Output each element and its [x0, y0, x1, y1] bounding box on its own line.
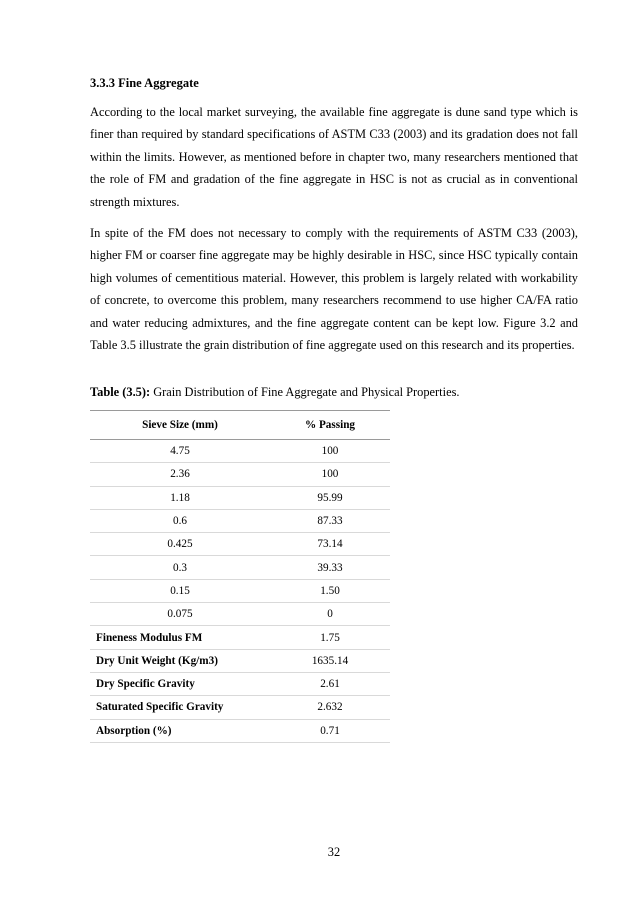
- sieve-size-cell: 0.6: [90, 509, 270, 532]
- table-row: [90, 579, 390, 602]
- property-value-cell: 2.61: [270, 672, 390, 695]
- sieve-size-cell: 0.15: [90, 579, 270, 602]
- property-row: [90, 719, 390, 742]
- table-caption-label: Table (3.5):: [90, 385, 151, 399]
- paragraph-2: In spite of the FM does not necessary to comply with the requirements of ASTM C33 (2003), higher FM or coarser fine aggregate may be highly desirable in HSC, since HSC typically contain high volumes of cementitious material. However, this problem is largely related with workability of concrete, to overcome this problem, many researchers recommend to use higher CA/FA ratio and water reducing admixtures, and the fine aggregate content can be kept low. Figure 3.2 and Table 3.5 illustrate the grain distribution of fine aggregate used on this research and its properties.: [90, 226, 578, 353]
- page-number: 32: [327, 845, 341, 859]
- table-caption-text: Grain Distribution of Fine Aggregate and Physical Properties.: [150, 385, 460, 399]
- paragraph-1: According to the local market surveying, the available fine aggregate is dune sand type which is finer than required by standard specifications of ASTM C33 (2003) and its gradation does not fall within the limits. However, as mentioned before in chapter two, many researchers mentioned that the role of FM and gradation of the fine aggregate in HSC is not as crucial as in conventional strength mixtures.: [90, 105, 578, 209]
- property-name-cell: Saturated Specific Gravity: [90, 696, 270, 719]
- property-row: [90, 696, 390, 719]
- property-row: [90, 649, 390, 672]
- property-value-cell: 2.632: [270, 696, 390, 719]
- property-name-cell: Absorption (%): [90, 719, 270, 742]
- document-page: [90, 0, 578, 903]
- property-name-cell: Dry Unit Weight (Kg/m3): [90, 649, 270, 672]
- header-percent-passing: % Passing: [270, 411, 390, 440]
- table-row: [90, 556, 390, 579]
- table-caption: [90, 385, 460, 400]
- sieve-size-cell: 0.425: [90, 533, 270, 556]
- percent-passing-cell: 73.14: [270, 533, 390, 556]
- property-value-cell: 1.75: [270, 626, 390, 649]
- percent-passing-cell: 1.50: [270, 579, 390, 602]
- property-name-cell: Dry Specific Gravity: [90, 672, 270, 695]
- property-row: [90, 672, 390, 695]
- table-row: [90, 463, 390, 486]
- percent-passing-cell: 87.33: [270, 509, 390, 532]
- percent-passing-cell: 39.33: [270, 556, 390, 579]
- sieve-size-cell: 1.18: [90, 486, 270, 509]
- header-sieve-size: Sieve Size (mm): [90, 411, 270, 440]
- table-row: [90, 509, 390, 532]
- property-name-cell: Fineness Modulus FM: [90, 626, 270, 649]
- property-value-cell: 1635.14: [270, 649, 390, 672]
- sieve-size-cell: 0.3: [90, 556, 270, 579]
- percent-passing-cell: 0: [270, 603, 390, 626]
- table-row: [90, 603, 390, 626]
- table-row: [90, 486, 390, 509]
- percent-passing-cell: 95.99: [270, 486, 390, 509]
- sieve-size-cell: 2.36: [90, 463, 270, 486]
- table-row: [90, 440, 390, 463]
- property-value-cell: 0.71: [270, 719, 390, 742]
- sieve-size-cell: 4.75: [90, 440, 270, 463]
- sieve-size-cell: 0.075: [90, 603, 270, 626]
- grain-distribution-table: [90, 410, 390, 743]
- property-row: [90, 626, 390, 649]
- percent-passing-cell: 100: [270, 463, 390, 486]
- table-header-row: [90, 411, 390, 440]
- percent-passing-cell: 100: [270, 440, 390, 463]
- table-row: [90, 533, 390, 556]
- section-heading: 3.3.3 Fine Aggregate: [90, 76, 199, 90]
